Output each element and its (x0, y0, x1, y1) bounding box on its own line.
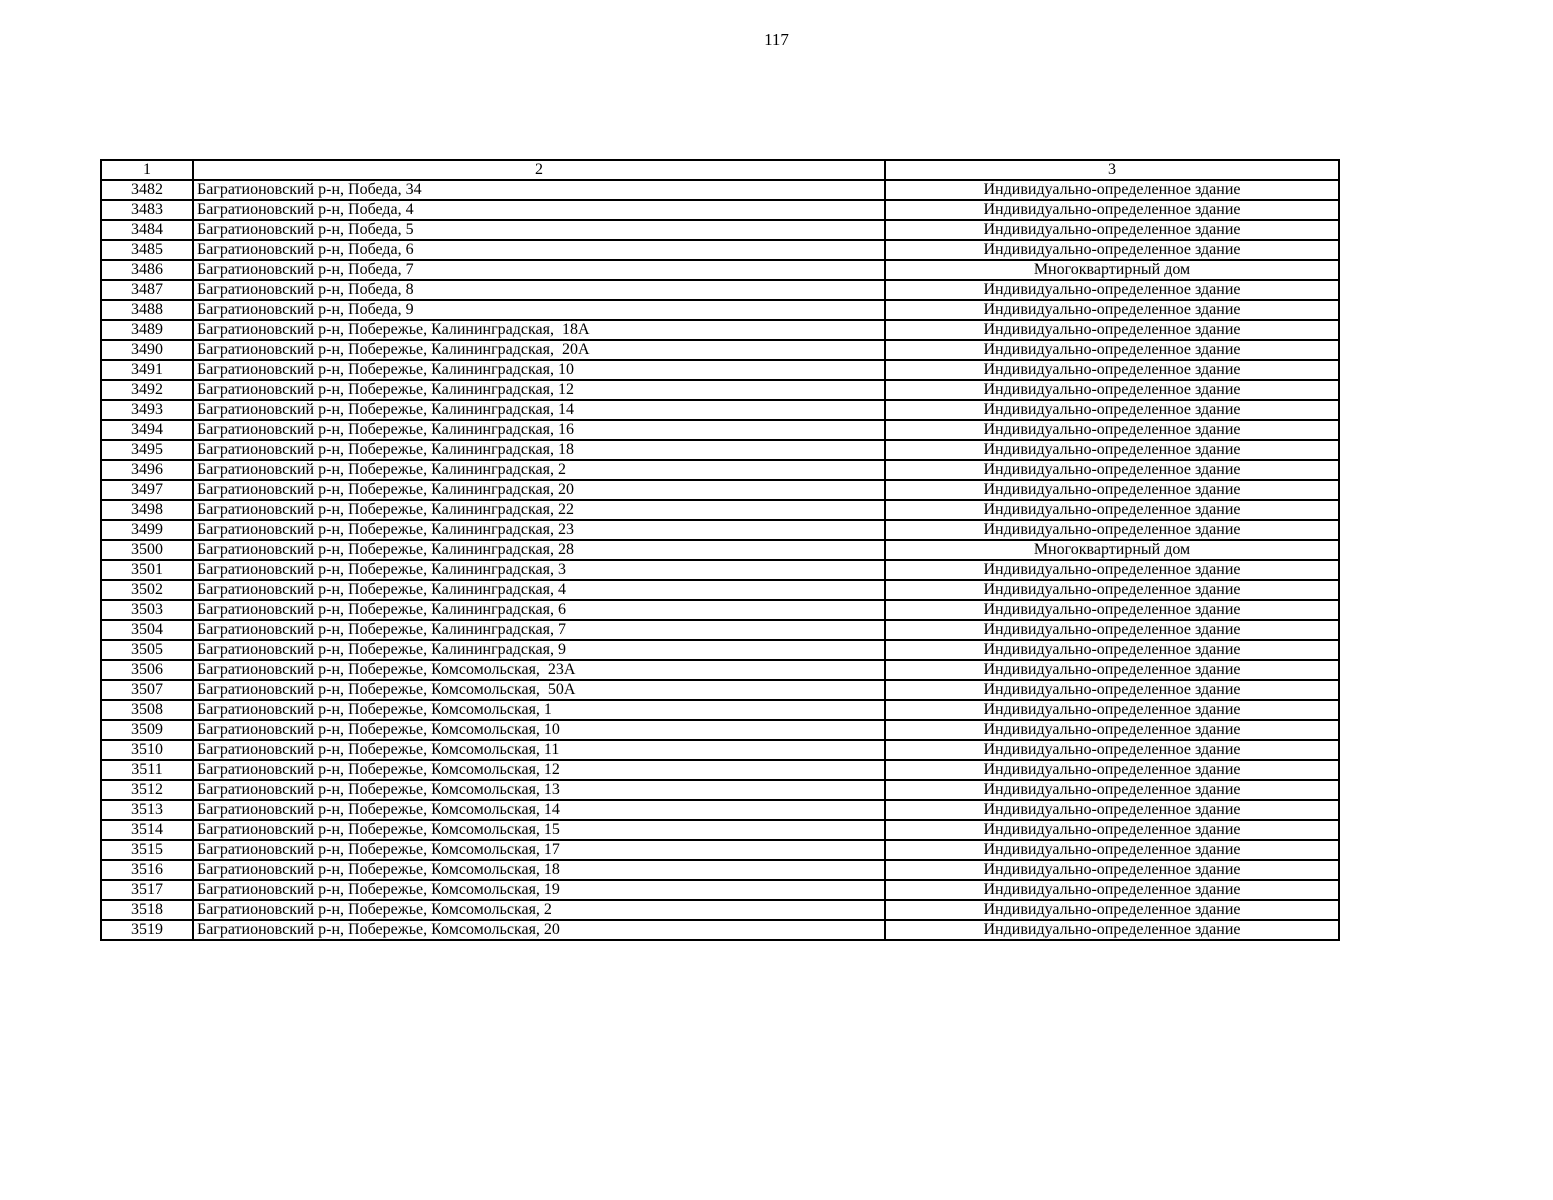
row-number-cell: 3505 (101, 640, 193, 660)
table-row (101, 480, 1339, 500)
address-cell: Багратионовский р-н, Побережье, Калининградская, 10 (193, 360, 885, 380)
address-cell: Багратионовский р-н, Побережье, Комсомольская, 12 (193, 760, 885, 780)
object-type-cell: Индивидуально-определенное здание (885, 220, 1339, 240)
table-row (101, 380, 1339, 400)
table-row (101, 520, 1339, 540)
row-number-cell: 3518 (101, 900, 193, 920)
row-number-cell: 3508 (101, 700, 193, 720)
table-row (101, 220, 1339, 240)
table-row (101, 680, 1339, 700)
object-type-cell: Индивидуально-определенное здание (885, 680, 1339, 700)
table-row (101, 260, 1339, 280)
table-row (101, 300, 1339, 320)
address-cell: Багратионовский р-н, Победа, 4 (193, 200, 885, 220)
row-number-cell: 3512 (101, 780, 193, 800)
row-number-cell: 3519 (101, 920, 193, 940)
table-row (101, 320, 1339, 340)
table-row (101, 500, 1339, 520)
address-cell: Багратионовский р-н, Побережье, Калининградская, 28 (193, 540, 885, 560)
row-number-cell: 3498 (101, 500, 193, 520)
page-number: 117 (764, 30, 789, 49)
table-row (101, 360, 1339, 380)
row-number-cell: 3501 (101, 560, 193, 580)
row-number-cell: 3506 (101, 660, 193, 680)
table-row (101, 920, 1339, 940)
row-number-cell: 3500 (101, 540, 193, 560)
address-cell: Багратионовский р-н, Победа, 5 (193, 220, 885, 240)
address-cell: Багратионовский р-н, Побережье, Калининградская, 18А (193, 320, 885, 340)
address-cell: Багратионовский р-н, Побережье, Комсомольская, 17 (193, 840, 885, 860)
row-number-cell: 3494 (101, 420, 193, 440)
column-header: 2 (193, 160, 885, 180)
address-cell: Багратионовский р-н, Побережье, Комсомольская, 15 (193, 820, 885, 840)
table-row (101, 780, 1339, 800)
object-type-cell: Индивидуально-определенное здание (885, 400, 1339, 420)
table-row (101, 800, 1339, 820)
table-row (101, 720, 1339, 740)
row-number-cell: 3502 (101, 580, 193, 600)
object-type-cell: Индивидуально-определенное здание (885, 620, 1339, 640)
address-cell: Багратионовский р-н, Побережье, Калининградская, 4 (193, 580, 885, 600)
table-body (101, 160, 1339, 940)
table-row (101, 200, 1339, 220)
address-cell: Багратионовский р-н, Победа, 8 (193, 280, 885, 300)
row-number-cell: 3483 (101, 200, 193, 220)
address-cell: Багратионовский р-н, Побережье, Комсомольская, 2 (193, 900, 885, 920)
address-cell: Багратионовский р-н, Победа, 9 (193, 300, 885, 320)
address-cell: Багратионовский р-н, Победа, 7 (193, 260, 885, 280)
table-row (101, 460, 1339, 480)
object-type-cell: Индивидуально-определенное здание (885, 840, 1339, 860)
object-type-cell: Индивидуально-определенное здание (885, 280, 1339, 300)
row-number-cell: 3493 (101, 400, 193, 420)
object-type-cell: Индивидуально-определенное здание (885, 520, 1339, 540)
object-type-cell: Индивидуально-определенное здание (885, 380, 1339, 400)
address-cell: Багратионовский р-н, Побережье, Комсомольская, 13 (193, 780, 885, 800)
address-cell: Багратионовский р-н, Побережье, Комсомольская, 19 (193, 880, 885, 900)
row-number-cell: 3504 (101, 620, 193, 640)
row-number-cell: 3486 (101, 260, 193, 280)
row-number-cell: 3482 (101, 180, 193, 200)
row-number-cell: 3485 (101, 240, 193, 260)
object-type-cell: Индивидуально-определенное здание (885, 700, 1339, 720)
address-cell: Багратионовский р-н, Побережье, Калининградская, 20А (193, 340, 885, 360)
address-cell: Багратионовский р-н, Побережье, Калининградская, 3 (193, 560, 885, 580)
table-row (101, 620, 1339, 640)
object-type-cell: Индивидуально-определенное здание (885, 900, 1339, 920)
object-type-cell: Индивидуально-определенное здание (885, 660, 1339, 680)
table-row (101, 700, 1339, 720)
row-number-cell: 3514 (101, 820, 193, 840)
object-type-cell: Индивидуально-определенное здание (885, 920, 1339, 940)
address-cell: Багратионовский р-н, Побережье, Калининградская, 2 (193, 460, 885, 480)
address-cell: Багратионовский р-н, Побережье, Комсомольская, 18 (193, 860, 885, 880)
row-number-cell: 3503 (101, 600, 193, 620)
object-type-cell: Индивидуально-определенное здание (885, 860, 1339, 880)
table-row (101, 900, 1339, 920)
object-type-cell: Многоквартирный дом (885, 540, 1339, 560)
object-type-cell: Индивидуально-определенное здание (885, 460, 1339, 480)
object-type-cell: Индивидуально-определенное здание (885, 240, 1339, 260)
row-number-cell: 3511 (101, 760, 193, 780)
table-row (101, 340, 1339, 360)
object-type-cell: Индивидуально-определенное здание (885, 580, 1339, 600)
address-cell: Багратионовский р-н, Побережье, Комсомольская, 50А (193, 680, 885, 700)
column-header: 3 (885, 160, 1339, 180)
object-type-cell: Индивидуально-определенное здание (885, 360, 1339, 380)
table-row (101, 880, 1339, 900)
row-number-cell: 3516 (101, 860, 193, 880)
object-type-cell: Индивидуально-определенное здание (885, 300, 1339, 320)
row-number-cell: 3491 (101, 360, 193, 380)
row-number-cell: 3517 (101, 880, 193, 900)
object-type-cell: Индивидуально-определенное здание (885, 500, 1339, 520)
row-number-cell: 3497 (101, 480, 193, 500)
registry-table (100, 159, 1340, 941)
row-number-cell: 3488 (101, 300, 193, 320)
address-cell: Багратионовский р-н, Побережье, Комсомольская, 23А (193, 660, 885, 680)
row-number-cell: 3499 (101, 520, 193, 540)
object-type-cell: Индивидуально-определенное здание (885, 180, 1339, 200)
table-row (101, 240, 1339, 260)
row-number-cell: 3496 (101, 460, 193, 480)
address-cell: Багратионовский р-н, Побережье, Калининградская, 16 (193, 420, 885, 440)
address-cell: Багратионовский р-н, Победа, 6 (193, 240, 885, 260)
address-cell: Багратионовский р-н, Побережье, Калининградская, 18 (193, 440, 885, 460)
object-type-cell: Индивидуально-определенное здание (885, 760, 1339, 780)
row-number-cell: 3507 (101, 680, 193, 700)
object-type-cell: Индивидуально-определенное здание (885, 640, 1339, 660)
row-number-cell: 3495 (101, 440, 193, 460)
table-row (101, 580, 1339, 600)
table-row (101, 420, 1339, 440)
row-number-cell: 3492 (101, 380, 193, 400)
object-type-cell: Индивидуально-определенное здание (885, 440, 1339, 460)
object-type-cell: Индивидуально-определенное здание (885, 420, 1339, 440)
row-number-cell: 3489 (101, 320, 193, 340)
table-row (101, 600, 1339, 620)
object-type-cell: Многоквартирный дом (885, 260, 1339, 280)
table-header-row (101, 160, 1339, 180)
object-type-cell: Индивидуально-определенное здание (885, 820, 1339, 840)
object-type-cell: Индивидуально-определенное здание (885, 800, 1339, 820)
address-cell: Багратионовский р-н, Побережье, Калининградская, 23 (193, 520, 885, 540)
row-number-cell: 3513 (101, 800, 193, 820)
address-cell: Багратионовский р-н, Побережье, Калининградская, 9 (193, 640, 885, 660)
object-type-cell: Индивидуально-определенное здание (885, 320, 1339, 340)
row-number-cell: 3515 (101, 840, 193, 860)
table-row (101, 440, 1339, 460)
object-type-cell: Индивидуально-определенное здание (885, 740, 1339, 760)
object-type-cell: Индивидуально-определенное здание (885, 720, 1339, 740)
address-cell: Багратионовский р-н, Побережье, Калининградская, 22 (193, 500, 885, 520)
address-cell: Багратионовский р-н, Побережье, Комсомольская, 11 (193, 740, 885, 760)
table-row (101, 400, 1339, 420)
object-type-cell: Индивидуально-определенное здание (885, 780, 1339, 800)
object-type-cell: Индивидуально-определенное здание (885, 880, 1339, 900)
address-cell: Багратионовский р-н, Побережье, Комсомольская, 1 (193, 700, 885, 720)
table-row (101, 740, 1339, 760)
table-row (101, 660, 1339, 680)
object-type-cell: Индивидуально-определенное здание (885, 200, 1339, 220)
address-cell: Багратионовский р-н, Побережье, Калининградская, 7 (193, 620, 885, 640)
row-number-cell: 3487 (101, 280, 193, 300)
row-number-cell: 3484 (101, 220, 193, 240)
address-cell: Багратионовский р-н, Побережье, Комсомольская, 20 (193, 920, 885, 940)
address-cell: Багратионовский р-н, Побережье, Комсомольская, 10 (193, 720, 885, 740)
table-row (101, 180, 1339, 200)
address-cell: Багратионовский р-н, Побережье, Комсомольская, 14 (193, 800, 885, 820)
address-cell: Багратионовский р-н, Побережье, Калининградская, 20 (193, 480, 885, 500)
address-cell: Багратионовский р-н, Победа, 34 (193, 180, 885, 200)
table-row (101, 280, 1339, 300)
row-number-cell: 3509 (101, 720, 193, 740)
row-number-cell: 3510 (101, 740, 193, 760)
column-header: 1 (101, 160, 193, 180)
object-type-cell: Индивидуально-определенное здание (885, 600, 1339, 620)
table-row (101, 820, 1339, 840)
row-number-cell: 3490 (101, 340, 193, 360)
table-row (101, 860, 1339, 880)
table-row (101, 640, 1339, 660)
object-type-cell: Индивидуально-определенное здание (885, 560, 1339, 580)
object-type-cell: Индивидуально-определенное здание (885, 480, 1339, 500)
object-type-cell: Индивидуально-определенное здание (885, 340, 1339, 360)
table-row (101, 760, 1339, 780)
table-row (101, 540, 1339, 560)
address-cell: Багратионовский р-н, Побережье, Калининградская, 6 (193, 600, 885, 620)
address-cell: Багратионовский р-н, Побережье, Калининградская, 14 (193, 400, 885, 420)
address-cell: Багратионовский р-н, Побережье, Калининградская, 12 (193, 380, 885, 400)
table-row (101, 840, 1339, 860)
table-row (101, 560, 1339, 580)
